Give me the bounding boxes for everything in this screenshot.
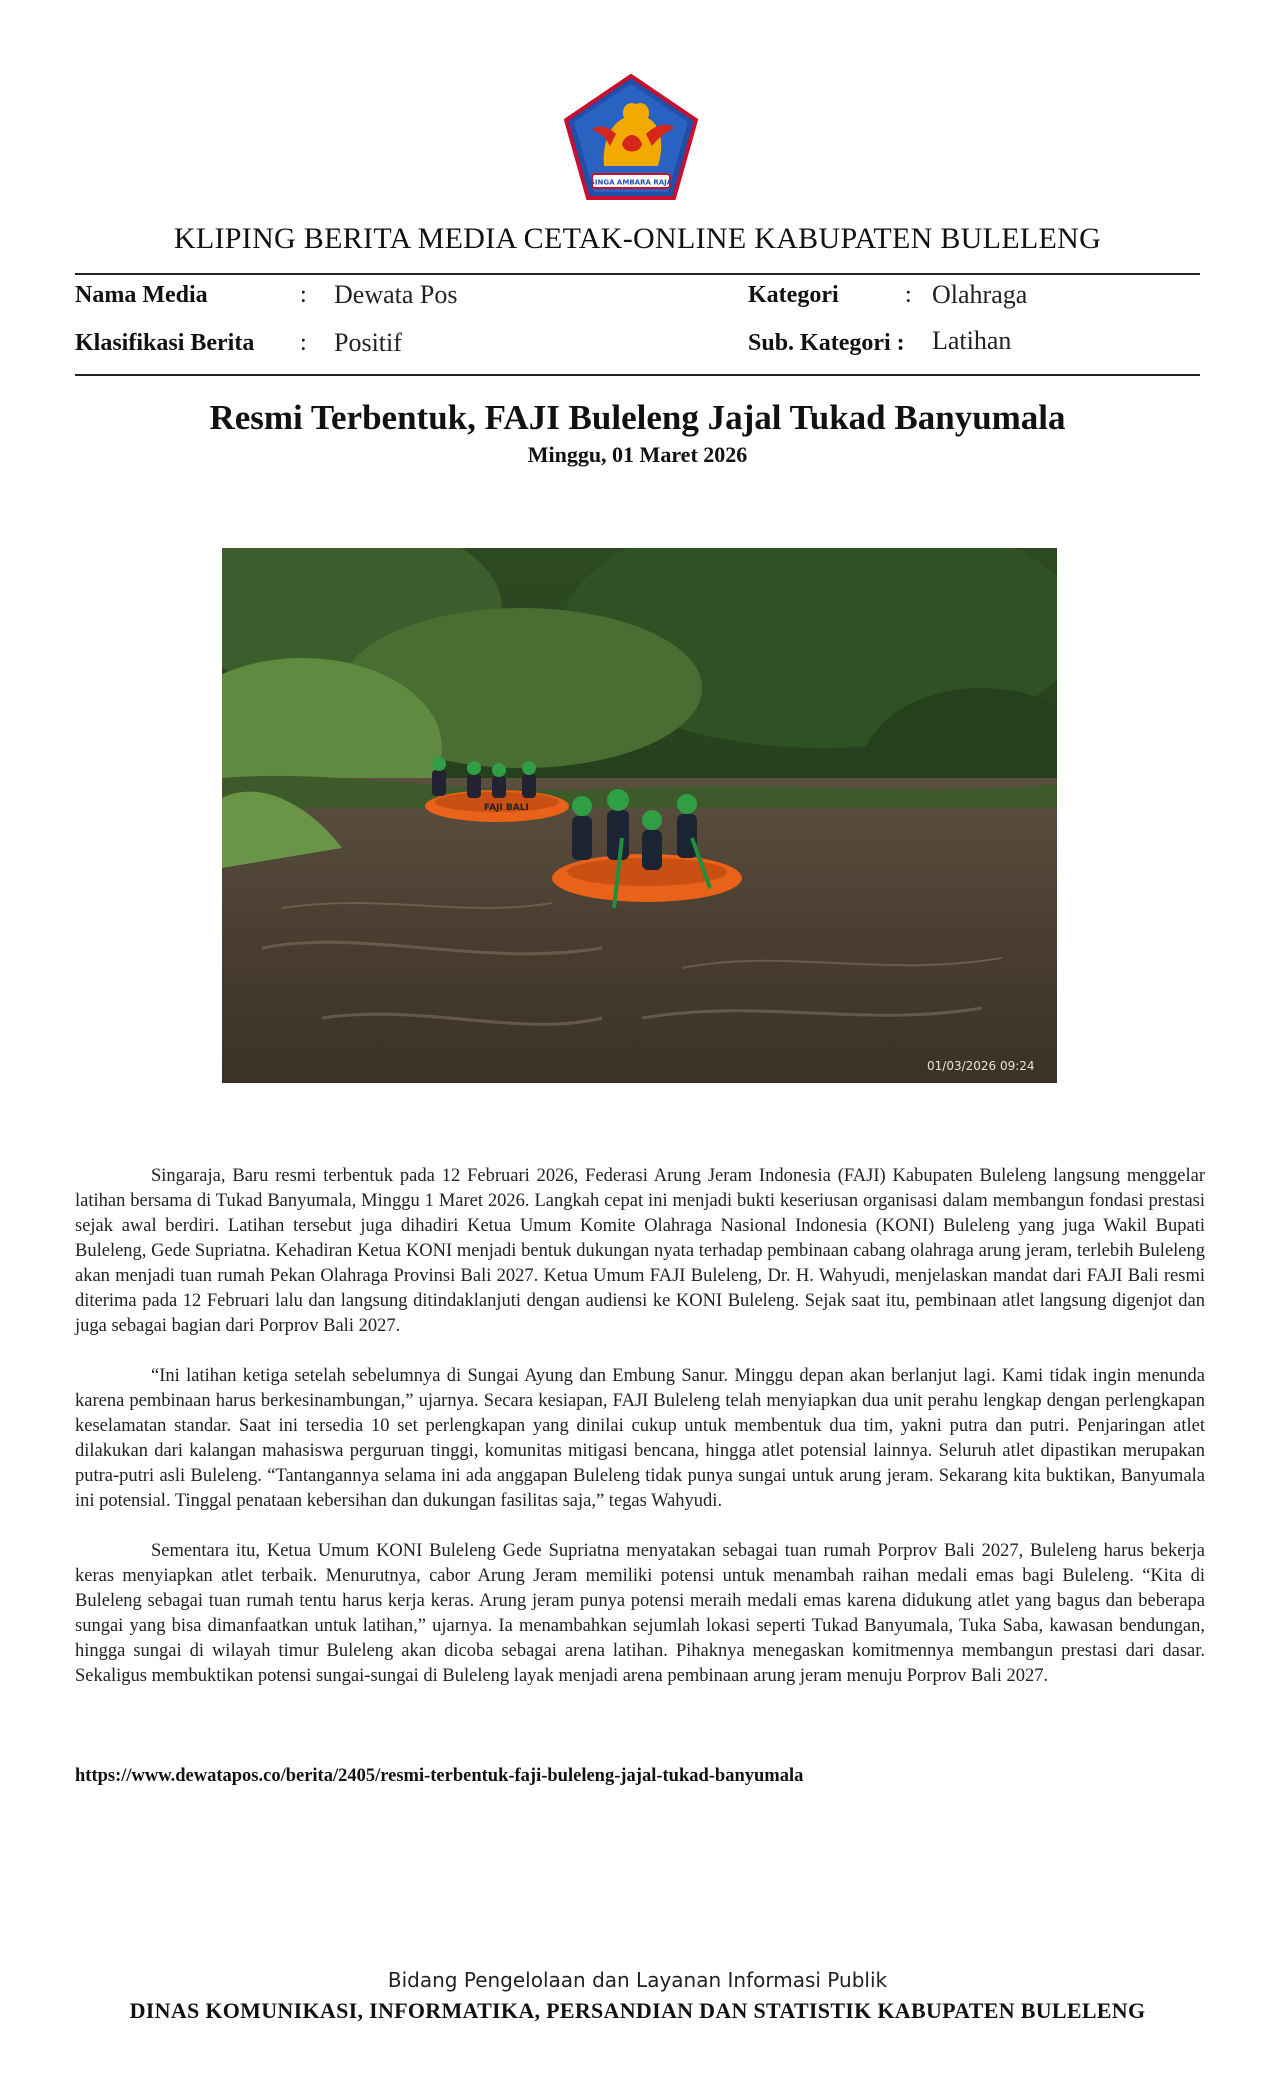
subkategori-value: Latihan <box>932 326 1012 355</box>
top-divider <box>75 273 1200 275</box>
article-date: Minggu, 01 Maret 2026 <box>527 442 748 467</box>
article-paragraph: “Ini latihan ketiga setelah sebelumnya di Sungai Ayung dan Embung Sanur. Minggu depan akan berlanjut lagi. Kami tidak ingin menunda karena pembinaan harus berkesinambungan,” ujarnya. Secara kesiapan, FAJI Buleleng telah menyiapkan dua unit perahu lengkap dengan perlengkapan keselamatan standar. Saat ini tersedia 10 set perlengkapan yang dinilai cukup untuk membentuk dua tim, yakni putra dan putri. Penjaringan atlet dilakukan dari kalangan mahasiswa perguruan tinggi, komunitas mitigasi bencana, hingga atlet potensial lainnya. Seluruh atlet dipastikan merupakan putra-putri asli Buleleng. “Tantangannya selama ini ada anggapan Buleleng tidak punya sungai untuk arung jeram. Sekarang kita buktikan, Banyumala ini potensial. Tinggal penataan kebersihan dan dukungan fasilitas saja,” tegas Wahyudi. <box>75 1366 1205 1511</box>
svg-text:FAJI BALI: FAJI BALI <box>484 803 529 813</box>
article-paragraph: Singaraja, Baru resmi terbentuk pada 12 Februari 2026, Federasi Arung Jeram Indonesia (FAJI) Kabupaten Buleleng langsung menggelar latihan bersama di Tukad Banyumala, Minggu 1 Maret 2026. Langkah cepat ini menjadi bukti keseriusan organisasi dalam membangun fondasi prestasi sejak awal berdiri. Latihan tersebut juga dihadiri Ketua Umum Komite Olahraga Nasional Indonesia (KONI) Buleleng yang juga Wakil Bupati Buleleng, Gede Supriatna. Kehadiran Ketua KONI menjadi bentuk dukungan nyata terhadap pembinaan cabang olahraga arung jeram, terlebih Buleleng akan menjadi tuan rumah Pekan Olahraga Provinsi Bali 2027. Ketua Umum FAJI Buleleng, Dr. H. Wahyudi, menjelaskan mandat dari FAJI Bali resmi diterima pada 12 Februari lalu dan langsung ditindaklanjuti dengan audiensi ke KONI Buleleng. Sejak saat itu, pembinaan atlet langsung digenjot dan juga sebagai bagian dari Porprov Bali 2027. <box>75 1166 1205 1336</box>
page-title: KLIPING BERITA MEDIA CETAK-ONLINE KABUPATEN BULELENG <box>173 222 1102 255</box>
buleleng-regency-emblem <box>564 74 698 200</box>
source-link[interactable]: https://www.dewatapos.co/berita/2405/resmi-terbentuk-faji-buleleng-jajal-tukad-banyumala <box>75 1766 804 1786</box>
article-paragraph: Sementara itu, Ketua Umum KONI Buleleng Gede Supriatna menyatakan sebagai tuan rumah Porprov Bali 2027, Buleleng harus bekerja keras menyiapkan atlet terbaik. Menurutnya, cabor Arung Jeram memiliki potensi untuk menambah raihan medali emas bagi Buleleng. “Kita di Buleleng sebagai tuan rumah tentu harus kerja keras. Arung jeram punya potensi meraih medali emas karena didukung atlet yang bagus dan beberapa sungai yang bisa dimanfaatkan untuk latihan,” ujarnya. Ia menambahkan sejumlah lokasi seperti Tukad Banyumala, Tuka Saba, kawasan bendungan, hingga sungai di wilayah timur Buleleng akan dicoba sebagai arena latihan. Pihaknya menegaskan komitmennya membangun prestasi dari dasar. Sekaligus membuktikan potensi sungai-sungai di Buleleng layak menjadi arena pembinaan arung jeram menuju Porprov Bali 2027. <box>75 1541 1205 1686</box>
media-value: Dewata Pos <box>334 280 458 309</box>
klasifikasi-colon: : <box>300 330 307 356</box>
svg-text:01/03/2026 09:24: 01/03/2026 09:24 <box>927 1059 1035 1073</box>
footer-department: Bidang Pengelolaan dan Layanan Informasi Publik <box>387 1968 888 1992</box>
kategori-colon: : <box>905 282 912 308</box>
subkategori-label: Sub. Kategori : <box>748 330 905 356</box>
klasifikasi-label: Klasifikasi Berita <box>75 330 255 356</box>
kategori-label: Kategori <box>748 282 839 308</box>
klasifikasi-value: Positif <box>334 328 402 357</box>
kategori-value: Olahraga <box>932 280 1028 309</box>
media-label: Nama Media <box>75 282 208 308</box>
article-title: Resmi Terbentuk, FAJI Buleleng Jajal Tukad Banyumala <box>209 398 1066 437</box>
bottom-divider <box>75 374 1200 376</box>
footer-agency: DINAS KOMUNIKASI, INFORMATIKA, PERSANDIAN DAN STATISTIK KABUPATEN BULELENG <box>129 1998 1146 2023</box>
svg-text:SINGA AMBARA RAJA: SINGA AMBARA RAJA <box>589 178 673 187</box>
article-photo <box>222 548 1057 1083</box>
article-body <box>75 1164 1205 1714</box>
media-colon: : <box>300 282 307 308</box>
